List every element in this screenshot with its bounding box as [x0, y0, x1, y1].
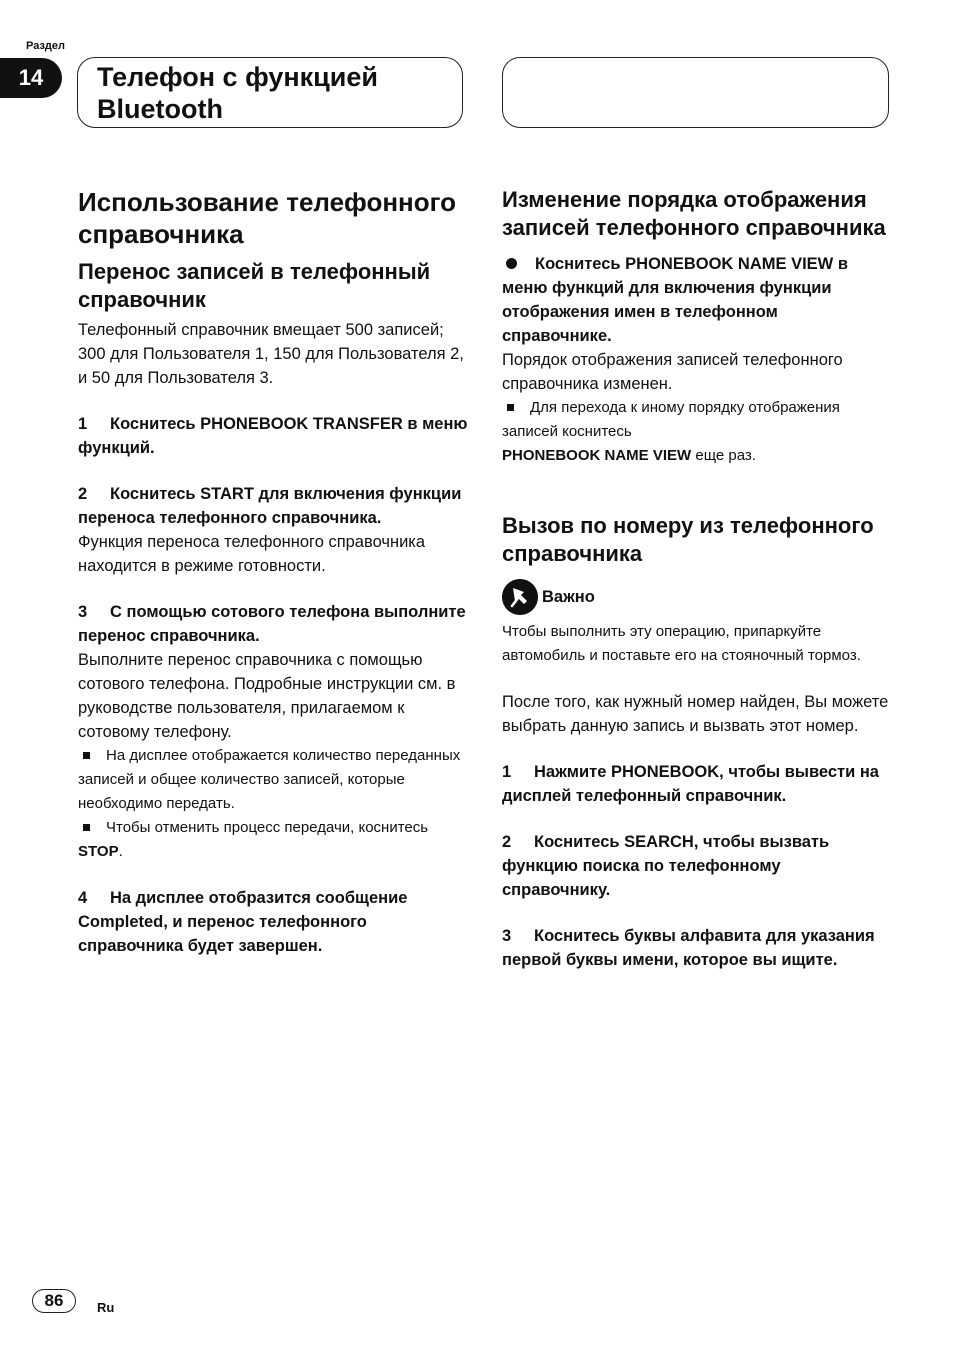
step-text: Коснитесь PHONEBOOK TRANSFER в меню функций. — [78, 415, 468, 457]
bullet-text: Коснитесь PHONEBOOK NAME VIEW в меню функций для включения функции отображения имен в телефонном справочнике. — [502, 255, 848, 345]
note-text: На дисплее отображается количество переданных записей и общее количество записей, которые необходимо передать. — [78, 747, 461, 812]
note-text: Чтобы отменить процесс передачи, коснитесь — [106, 819, 429, 836]
pushpin-icon — [502, 579, 538, 615]
note-bold: PHONEBOOK NAME VIEW — [502, 447, 692, 464]
page-number: 86 — [32, 1289, 76, 1313]
step-number: 2 — [78, 485, 88, 503]
step-4 — [78, 886, 468, 958]
chapter-title: Телефон с функцией Bluetooth — [97, 62, 378, 124]
step-number: 2 — [502, 833, 512, 851]
chapter-number: 14 — [0, 58, 62, 98]
step-3 — [502, 924, 890, 972]
important-text: Чтобы выполнить эту операцию, припаркуйте автомобиль и поставьте его на стояночный тормоз. — [502, 623, 861, 664]
order-description: Порядок отображения записей телефонного справочника изменен. — [502, 351, 843, 393]
step-number: 1 — [78, 415, 88, 433]
square-bullet-icon — [507, 404, 514, 411]
step-text: На дисплее отобразится сообщение Completed, и перенос телефонного справочника будет завершен. — [78, 889, 408, 955]
note-item — [78, 816, 468, 864]
note-text-end: еще раз. — [691, 447, 756, 464]
important-header — [502, 578, 890, 616]
section-title-order: Изменение порядка отображения записей телефонного справочника — [502, 187, 886, 240]
square-bullet-icon — [83, 824, 90, 831]
step-number: 4 — [78, 889, 88, 907]
right-column — [502, 186, 890, 972]
step-text: Коснитесь SEARCH, чтобы вызвать функцию поиска по телефонному справочнику. — [502, 833, 830, 899]
step-2-description: Функция переноса телефонного справочника находится в режиме готовности. — [78, 533, 426, 575]
note-bold: STOP — [78, 843, 119, 860]
step-text: Коснитесь буквы алфавита для указания первой буквы имени, которое вы ищите. — [502, 927, 875, 969]
step-text: Нажмите PHONEBOOK, чтобы вывести на дисплей телефонный справочник. — [502, 763, 879, 805]
step-2 — [78, 482, 468, 530]
subsection-title: Перенос записей в телефонный справочник — [78, 259, 431, 312]
language-code: Ru — [97, 1300, 115, 1315]
step-2 — [502, 830, 890, 902]
section-title-call: Вызов по номеру из телефонного справочника — [502, 513, 874, 566]
call-paragraph: После того, как нужный номер найден, Вы можете выбрать данную запись и вызвать этот номер. — [502, 693, 889, 735]
step-text: С помощью сотового телефона выполните перенос справочника. — [78, 603, 466, 645]
round-bullet-icon — [506, 258, 517, 269]
step-3-description: Выполните перенос справочника с помощью сотового телефона. Подробные инструкции см. в руководстве пользователя, прилагаемом к сотовому телефону. — [78, 651, 456, 741]
bullet-instruction — [502, 252, 890, 348]
step-1 — [502, 760, 890, 808]
section-label: Раздел — [26, 40, 65, 52]
section-title: Использование телефонного справочника — [78, 187, 456, 249]
empty-header-box — [502, 57, 889, 128]
step-text: Коснитесь START для включения функции переноса телефонного справочника. — [78, 485, 462, 527]
step-number: 3 — [78, 603, 88, 621]
left-column — [78, 186, 468, 958]
step-number: 3 — [502, 927, 512, 945]
step-3 — [78, 600, 468, 648]
note-item — [502, 396, 890, 444]
step-number: 1 — [502, 763, 512, 781]
intro-paragraph: Телефонный справочник вмещает 500 записей; 300 для Пользователя 1, 150 для Пользователя 2, и 50 для Пользователя 3. — [78, 321, 464, 387]
note-item-continued — [502, 444, 890, 468]
note-text: Для перехода к иному порядку отображения записей коснитесь — [502, 399, 840, 440]
note-item — [78, 744, 468, 816]
step-1 — [78, 412, 468, 460]
note-text-end: . — [118, 843, 123, 860]
important-label: Важно — [542, 587, 595, 606]
square-bullet-icon — [83, 752, 90, 759]
